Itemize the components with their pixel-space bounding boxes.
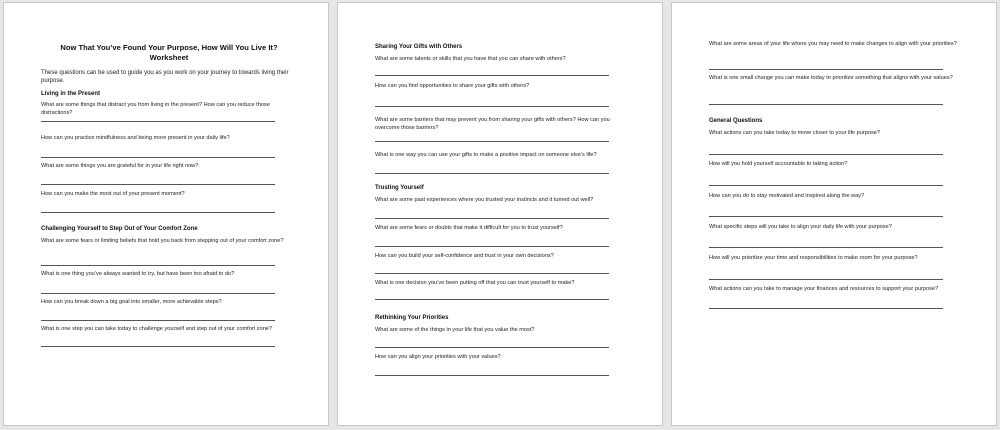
answer-line[interactable] — [709, 104, 943, 105]
question-text: How can you build your self-confidence and trust in your own decisions? — [375, 253, 554, 259]
answer-line[interactable] — [41, 121, 275, 122]
answer-line[interactable] — [41, 293, 275, 294]
question-text: How can you break down a big goal into smaller, more achievable steps? — [41, 299, 222, 305]
question-text: What is one decision you’ve been putting off that you can trust yourself to make? — [375, 280, 575, 286]
answer-line[interactable] — [375, 75, 609, 76]
answer-line[interactable] — [375, 218, 609, 219]
question-text: How will you prioritize your time and responsibilities to make room for your purpose? — [709, 255, 918, 261]
question-text: What is one step you can take today to challenge yourself and step out of your comfort zone? — [41, 326, 273, 332]
answer-line[interactable] — [375, 106, 609, 107]
answer-line[interactable] — [375, 375, 609, 376]
answer-line[interactable] — [709, 247, 943, 248]
question-text: What is one way you can use your gifts to make a positive impact on someone else’s life? — [375, 152, 597, 158]
answer-line[interactable] — [709, 308, 943, 309]
section-heading: Trusting Yourself — [375, 185, 424, 191]
worksheet-title: Now That You’ve Found Your Purpose, How Will You Live It? Worksheet — [60, 43, 278, 62]
answer-line[interactable] — [375, 246, 609, 247]
question-text: How can you find opportunities to share your gifts with others? — [375, 83, 530, 89]
section-heading: Challenging Yourself to Step Out of Your Comfort Zone — [41, 226, 198, 232]
question-text: What is one small change you can make today to prioritize something that aligns with your values? — [709, 75, 953, 81]
question-text: What actions can you take today to move closer to your life purpose? — [709, 130, 881, 136]
answer-line[interactable] — [375, 299, 609, 300]
answer-line[interactable] — [709, 69, 943, 70]
answer-line[interactable] — [41, 346, 275, 347]
question-text: What are some of the things in your life that you value the most? — [375, 327, 535, 333]
question-text: What specific steps will you take to align your daily life with your purpose? — [709, 224, 892, 230]
question-text: What are some areas of your life where you may need to make changes to align with your priorities? — [709, 41, 957, 47]
question-text: How can you make the most out of your present moment? — [41, 191, 185, 197]
answer-line[interactable] — [709, 154, 943, 155]
question-text: What is one thing you’ve always wanted to try, but have been too afraid to do? — [41, 271, 235, 277]
question-text: What are some past experiences where you trusted your instincts and it turned out well? — [375, 197, 594, 203]
answer-line[interactable] — [375, 273, 609, 274]
section-heading: Living in the Present — [41, 91, 101, 97]
answer-line[interactable] — [41, 157, 275, 158]
answer-line[interactable] — [41, 184, 275, 185]
question-text: What are some fears or doubts that make it difficult for you to trust yourself? — [375, 225, 563, 231]
worksheet-page-1 — [3, 2, 329, 426]
answer-line[interactable] — [41, 212, 275, 213]
answer-line[interactable] — [41, 320, 275, 321]
answer-line[interactable] — [709, 279, 943, 280]
question-text: What are some things that distract you from living in the present? How can you reduce those distractions? — [41, 102, 270, 116]
question-text: What actions can you take to manage your finances and resources to support your purpose? — [709, 286, 939, 292]
answer-line[interactable] — [375, 347, 609, 348]
answer-line[interactable] — [709, 216, 943, 217]
question-text: What are some barriers that may prevent you from sharing your gifts with others? How can you overcome those barriers? — [375, 117, 610, 131]
worksheet-page-2 — [337, 2, 663, 426]
answer-line[interactable] — [41, 265, 275, 266]
question-text: How can you practice mindfulness and being more present in your daily life? — [41, 135, 230, 141]
question-text: How will you hold yourself accountable to taking action? — [709, 161, 848, 167]
answer-line[interactable] — [375, 173, 609, 174]
question-text: How can you do to stay motivated and inspired along the way? — [709, 193, 865, 199]
question-text: What are some fears or limiting beliefs that hold you back from stepping out of your comfort zone? — [41, 238, 284, 244]
section-heading: Rethinking Your Priorities — [375, 315, 449, 321]
question-text: How can you align your priorities with your values? — [375, 354, 501, 360]
answer-line[interactable] — [375, 141, 609, 142]
question-text: What are some talents or skills that you have that you can share with others? — [375, 56, 566, 62]
answer-line[interactable] — [709, 185, 943, 186]
intro-text: These questions can be used to guide you as you work on your journey to towards living their purpose. — [41, 70, 289, 84]
section-heading: Sharing Your Gifts with Others — [375, 44, 463, 50]
section-heading: General Questions — [709, 118, 763, 124]
worksheet-page-3 — [671, 2, 997, 426]
question-text: What are some things you are grateful for in your life right now? — [41, 163, 199, 169]
